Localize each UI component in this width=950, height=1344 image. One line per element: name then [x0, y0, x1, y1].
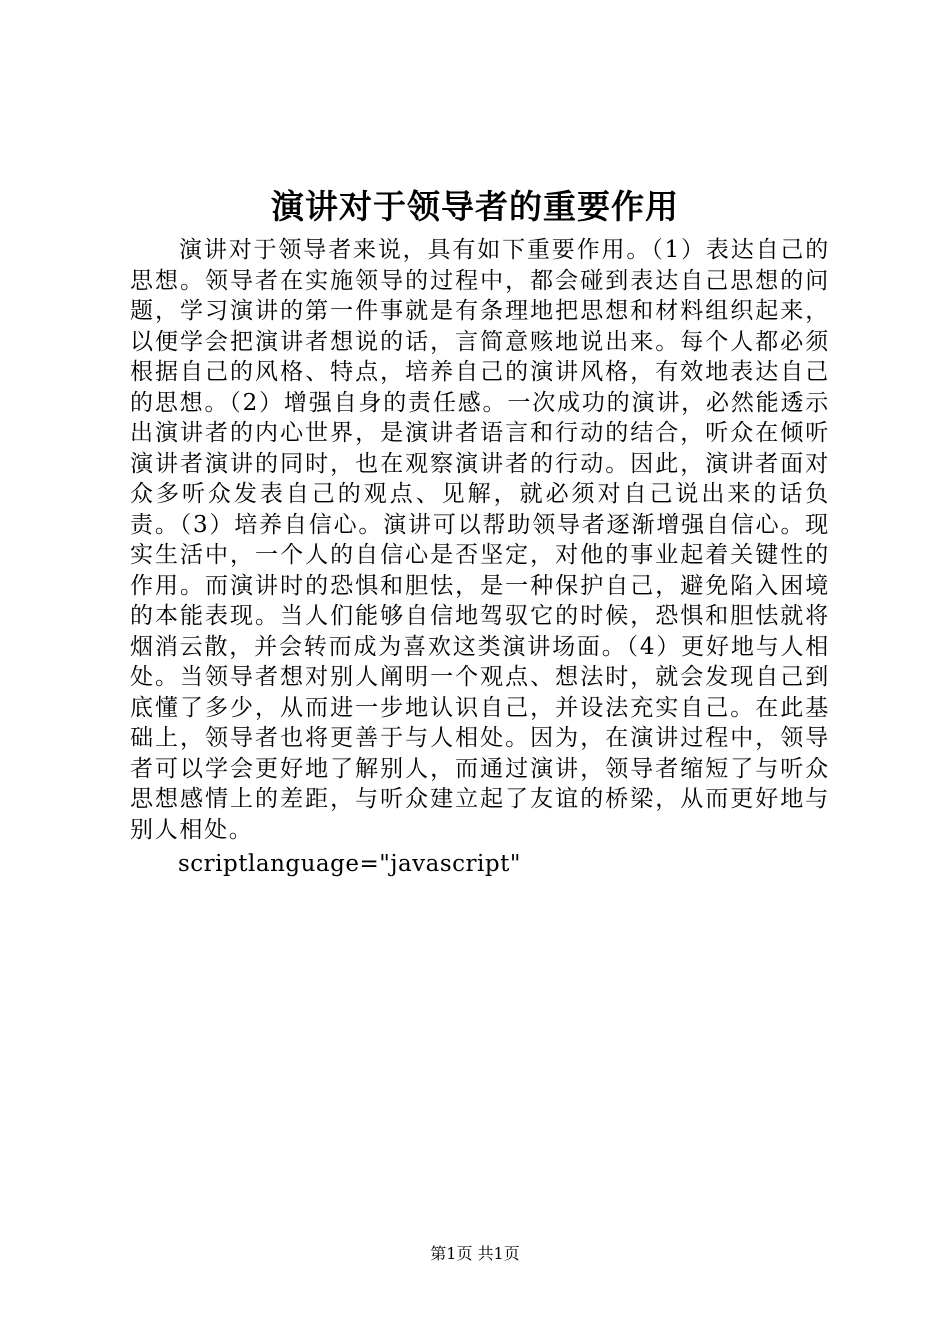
page-footer: 第1页 共1页 [430, 1244, 520, 1263]
script-language-text: scriptlanguage="javascript" [178, 851, 521, 877]
body-paragraph: 演讲对于领导者来说，具有如下重要作用。（1）表达自己的思想。领导者在实施领导的过程中，都会碰到表达自己思想的问题，学习演讲的第一件事就是有条理地把思想和材料组织起来，以便学会把演讲者想说的话，言简意赅地说出来。每个人都必须根据自己的风格、特点，培养自己的演讲风格，有效地表达自己的思想。（2）增强自身的责任感。一次成功的演讲，必然能透示出演讲者的内心世界，是演讲者语言和行动的结合，听众在倾听演讲者演讲的同时，也在观察演讲者的行动。因此，演讲者面对众多听众发表自己的观点、见解，就必须对自己说出来的话负责。（3）培养自信心。演讲可以帮助领导者逐渐增强自信心。现实生活中，一个人的自信心是否坚定，对他的事业起着关键性的作用。而演讲时的恐惧和胆怯，是一种保护自己，避免陷入困境的本能表现。当人们能够自信地驾驭它的时候，恐惧和胆怯就将烟消云散，并会转而成为喜欢这类演讲场面。（4）更好地与人相处。当领导者想对别人阐明一个观点、想法时，就会发现自己到底懂了多少，从而进一步地认识自己，并设法充实自己。在此基础上，领导者也将更善于与人相处。因为，在演讲过程中，领导者可以学会更好地了解别人，而通过演讲，领导者缩短了与听众思想感情上的差距，与听众建立起了友谊的桥梁，从而更好地与别人相处。 [130, 237, 830, 843]
document-title: 演讲对于领导者的重要作用 [271, 187, 679, 226]
